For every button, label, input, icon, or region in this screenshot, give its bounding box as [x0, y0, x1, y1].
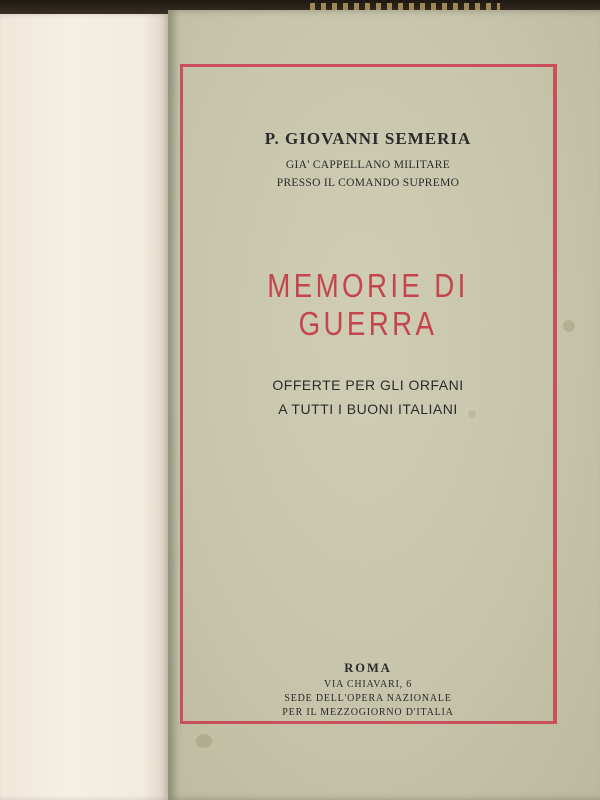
author-role-line-2: PRESSO IL COMANDO SUPREMO: [276, 177, 460, 189]
author-role-line-1: GIA' CAPPELLANO MILITARE: [285, 159, 451, 171]
book-title: MEMORIE DI GUERRA: [267, 267, 469, 342]
publisher-address: VIA CHIAVARI, 6: [323, 679, 413, 690]
endpaper-page: [0, 14, 168, 800]
paper-stain: [196, 734, 212, 748]
dedication-line-2: A TUTTI I BUONI ITALIANI: [278, 401, 458, 417]
publisher-name-line-1: SEDE DELL'OPERA NAZIONALE: [284, 693, 452, 704]
paper-stain: [563, 320, 575, 332]
red-border-frame: [180, 64, 557, 724]
author-name: P. GIOVANNI SEMERIA: [264, 129, 472, 148]
publisher-name-line-2: PER IL MEZZOGIORNO D'ITALIA: [282, 707, 454, 718]
publication-city: ROMA: [344, 661, 392, 675]
dedication-line-1: OFFERTE PER GLI ORFANI: [272, 377, 464, 393]
title-page: [168, 10, 600, 800]
